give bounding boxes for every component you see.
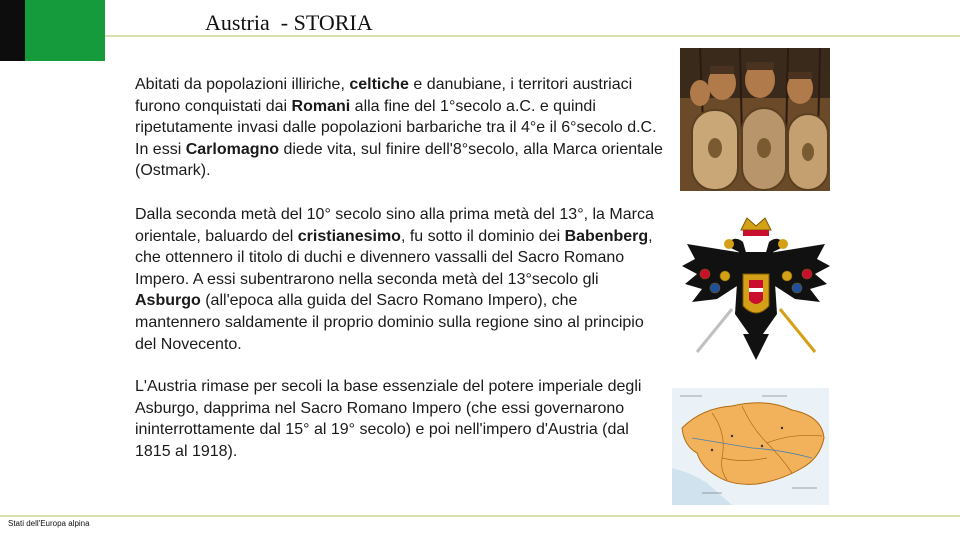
austria-hungary-map [672, 388, 829, 505]
text: alla fine del 1°secolo a.C. e quindi ripetutamente invasi dalle popolazioni barbariche tra il 4°e il 6°secolo d.C. In essi [135, 97, 657, 158]
text: L'Austria rimase per secoli la base essenziale del potere imperiale degli Asburgo, dapprima nel Sacro Romano Impero (che essi governarono ininterrottamente dal 15° al 19° secolo) e poi nell'impero d'Austria (dal 1815 al 1918). [135, 378, 642, 460]
title-divider [105, 35, 960, 37]
keyword-asburgo: Asburgo [135, 292, 201, 310]
header-black-bar [0, 0, 25, 61]
text: (all'epoca alla guida del Sacro Romano Impero), che mantennero saldamente il proprio dominio sulla regione sino al principio del Novecento. [135, 292, 644, 353]
keyword-celtiche: celtiche [349, 76, 409, 93]
keyword-babenberg: Babenberg [564, 227, 649, 245]
text: , che ottennero il titolo di duchi e divennero vassalli del Sacro Romano Impero. A essi subentrarono nella seconda metà del 13°secolo gli [135, 227, 653, 288]
text: Abitati da popolazioni illiriche, [135, 76, 350, 93]
paragraph-babenberg [135, 204, 665, 355]
text: Dalla seconda metà del 10° secolo sino alla prima metà del 13°, la Marca orientale, baluardo del [135, 206, 654, 245]
paragraph-romans [135, 74, 665, 182]
text: , fu sotto il dominio dei [400, 227, 565, 245]
footer-divider [0, 515, 960, 517]
header-green-bar [25, 0, 105, 61]
warriors-image [680, 48, 830, 191]
footer-label: Stati dell'Europa alpina [8, 519, 90, 528]
page-title: Austria - STORIA [205, 10, 373, 35]
keyword-romani: Romani [291, 97, 351, 115]
double-eagle-emblem [677, 214, 835, 362]
text: diede vita, sul finire dell'8°secolo, alla Marca orientale (Ostmark). [135, 140, 663, 180]
paragraph-empire [135, 376, 665, 462]
keyword-carlomagno: Carlomagno [185, 140, 280, 158]
keyword-cristianesimo: cristianesimo [297, 227, 401, 245]
text: e danubiane, i territori austriaci furono conquistati dai [135, 76, 633, 115]
